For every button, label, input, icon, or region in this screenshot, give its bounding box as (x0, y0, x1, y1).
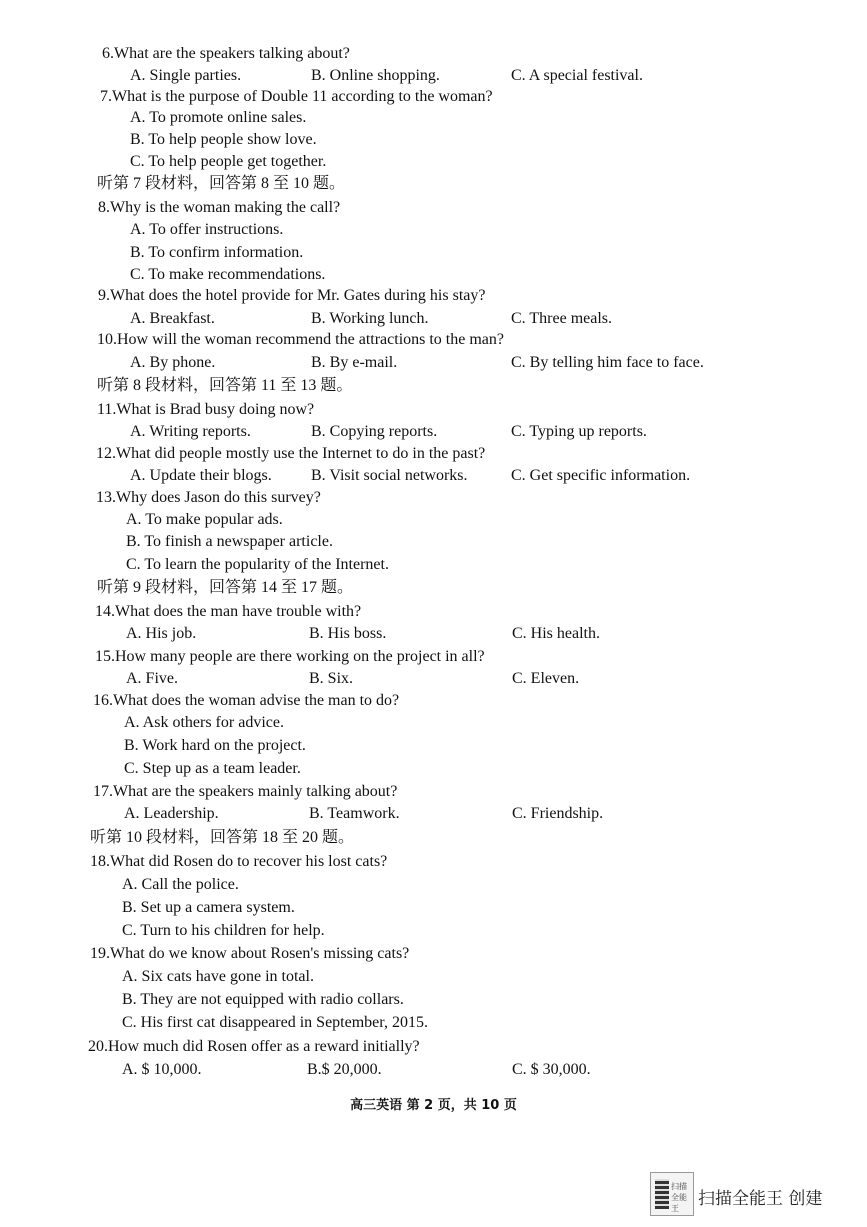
option-20b: B.$ 20,000. (307, 1061, 382, 1078)
option-10c: C. By telling him face to face. (511, 354, 704, 371)
option-9b: B. Working lunch. (311, 310, 429, 327)
option-15c: C. Eleven. (512, 670, 580, 687)
section-heading-9: 听第 9 段材料，回答第 14 至 17 题。 (97, 579, 354, 596)
option-16c: C. Step up as a team leader. (124, 760, 301, 777)
qr-code-icon (655, 1179, 669, 1209)
option-8b: B. To confirm information. (130, 244, 304, 261)
option-17a: A. Leadership. (124, 805, 219, 822)
option-14c: C. His health. (512, 625, 600, 642)
option-6a: A. Single parties. (130, 67, 242, 84)
option-6b: B. Online shopping. (311, 67, 440, 84)
option-10b: B. By e-mail. (311, 354, 398, 371)
question-10: 10.How will the woman recommend the attractions to the man? (97, 331, 504, 348)
option-10a: A. By phone. (130, 354, 216, 371)
option-8c: C. To make recommendations. (130, 266, 326, 283)
question-15: 15.How many people are there working on the project in all? (95, 648, 485, 665)
option-6c: C. A special festival. (511, 67, 643, 84)
option-11a: A. Writing reports. (130, 423, 251, 440)
question-17: 17.What are the speakers mainly talking about? (93, 783, 398, 800)
option-12c: C. Get specific information. (511, 467, 691, 484)
option-14b: B. His boss. (309, 625, 387, 642)
option-11b: B. Copying reports. (311, 423, 438, 440)
option-20c: C. $ 30,000. (512, 1061, 591, 1078)
option-16a: A. Ask others for advice. (124, 714, 284, 731)
page-footer: 高三英语 第 2 页，共 10 页 (350, 1098, 517, 1113)
option-18a: A. Call the police. (122, 876, 239, 893)
question-9: 9.What does the hotel provide for Mr. Gates during his stay? (98, 287, 486, 304)
question-14: 14.What does the man have trouble with? (95, 603, 362, 620)
option-9c: C. Three meals. (511, 310, 613, 327)
question-13: 13.Why does Jason do this survey? (96, 489, 321, 506)
question-18: 18.What did Rosen do to recover his lost cats? (90, 853, 388, 870)
question-12: 12.What did people mostly use the Internet to do in the past? (96, 445, 486, 462)
option-8a: A. To offer instructions. (130, 221, 284, 238)
option-13c: C. To learn the popularity of the Internet. (126, 556, 389, 573)
option-18b: B. Set up a camera system. (122, 899, 295, 916)
option-19b: B. They are not equipped with radio collars. (122, 991, 404, 1008)
option-14a: A. His job. (126, 625, 197, 642)
section-heading-7: 听第 7 段材料，回答第 8 至 10 题。 (97, 175, 346, 192)
option-7b: B. To help people show love. (130, 131, 317, 148)
option-20a: A. $ 10,000. (122, 1061, 202, 1078)
question-20: 20.How much did Rosen offer as a reward initially? (88, 1038, 420, 1055)
option-17c: C. Friendship. (512, 805, 604, 822)
section-heading-8: 听第 8 段材料，回答第 11 至 13 题。 (97, 377, 353, 394)
option-13b: B. To finish a newspaper article. (126, 533, 333, 550)
option-15b: B. Six. (309, 670, 354, 687)
question-19: 19.What do we know about Rosen's missing cats? (90, 945, 410, 962)
option-9a: A. Breakfast. (130, 310, 215, 327)
question-8: 8.Why is the woman making the call? (98, 199, 341, 216)
option-7c: C. To help people get together. (130, 153, 327, 170)
scanner-watermark-label: 扫描全能王 创建 (698, 1189, 823, 1209)
question-16: 16.What does the woman advise the man to do? (93, 692, 400, 709)
option-19a: A. Six cats have gone in total. (122, 968, 314, 985)
option-19c: C. His first cat disappeared in September, 2015. (122, 1014, 428, 1031)
question-11: 11.What is Brad busy doing now? (97, 401, 315, 418)
option-18c: C. Turn to his children for help. (122, 922, 325, 939)
option-15a: A. Five. (126, 670, 178, 687)
section-heading-10: 听第 10 段材料，回答第 18 至 20 题。 (90, 829, 355, 846)
option-12a: A. Update their blogs. (130, 467, 272, 484)
scanner-logo-text: 扫描全能王 (671, 1182, 687, 1213)
question-7: 7.What is the purpose of Double 11 according to the woman? (100, 88, 493, 105)
option-16b: B. Work hard on the project. (124, 737, 306, 754)
option-11c: C. Typing up reports. (511, 423, 647, 440)
option-17b: B. Teamwork. (309, 805, 400, 822)
option-12b: B. Visit social networks. (311, 467, 468, 484)
scanner-logo (650, 1172, 694, 1216)
question-6: 6.What are the speakers talking about? (102, 45, 350, 62)
option-7a: A. To promote online sales. (130, 109, 307, 126)
option-13a: A. To make popular ads. (126, 511, 283, 528)
